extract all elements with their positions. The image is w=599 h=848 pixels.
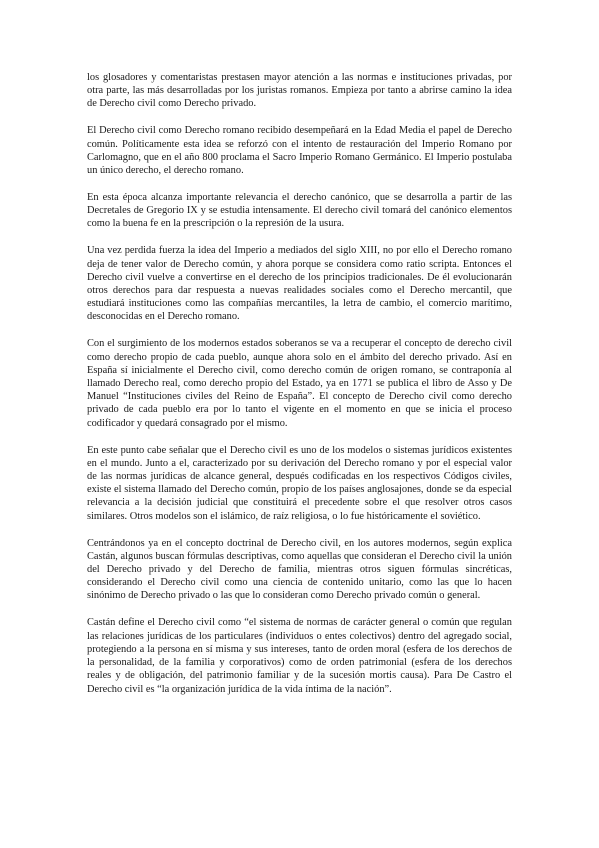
- paragraph-8: Castán define el Derecho civil como “el sistema de normas de carácter general o común que regulan las relaciones jurídicas de los particulares (individuos o entes colectivos) dentro del agregado social, protegiendo a la persona en sí misma y sus intereses, tanto de orden moral (esfera de los derechos de la personalidad, de la familia y corporativos) como de orden patrimonial (esfera de los derechos reales y de obligación, del patrimonio familiar y de la sucesión mortis causa). Para De Castro el Derecho civil es “la organización jurídica de la vida íntima de la nación”.: [87, 617, 512, 695]
- paragraph-7: Centrándonos ya en el concepto doctrinal de Derecho civil, en los autores modernos, según explica Castán, algunos buscan fórmulas descriptivas, como aquellas que consideran el Derecho civil la unión del Derecho privado y del Derecho de familia, mientras otros siguen fórmulas sincréticas, considerando el Derecho civil como una ciencia de contenido unitario, como las que lo hacen sinónimo de Derecho privado o las que lo consideran como Derecho privado común o general.: [87, 537, 512, 602]
- paragraph-6: En este punto cabe señalar que el Derecho civil es uno de los modelos o sistemas jurídicos existentes en el mundo. Junto a el, caracterizado por su derivación del Derecho romano y por el especial valor de las normas jurídicas de alcance general, después codificadas en los respectivos Códigos civiles, existe el sistema llamado del Derecho común, propio de los países anglosajones, donde se da especial relevancia a la decisión judicial que constituirá el precedente sobre el que resolver otros casos similares. Otros modelos son el islámico, de raíz religiosa, o lo fue históricamente el soviético.: [87, 444, 512, 522]
- paragraph-2: El Derecho civil como Derecho romano recibido desempeñará en la Edad Media el papel de Derecho común. Políticamente esta idea se reforzó con el intento de restauración del Imperio Romano por Carlomagno, que en el año 800 proclama el Sacro Imperio Romano Germánico. El Imperio postulaba un único derecho, el derecho romano.: [87, 125, 512, 177]
- document-body: [87, 71, 512, 710]
- paragraph-5: Con el surgimiento de los modernos estados soberanos se va a recuperar el concepto de derecho civil como derecho propio de cada pueblo, aunque ahora solo en el ámbito del derecho privado. Así en España sí inicialmente el Derecho civil, como derecho común de origen romano, se contraponía al llamado Derecho real, como derecho propio del Estado, ya en 1771 se publica el libro de Asso y De Manuel “Instituciones civiles del Reino de España”. El concepto de Derecho civil como derecho privado de cada pueblo era por lo tanto el vigente en el momento en que se inicia el proceso codificador y quedará consagrado por el mismo.: [87, 338, 512, 429]
- paragraph-3: En esta época alcanza importante relevancia el derecho canónico, que se desarrolla a partir de las Decretales de Gregorio IX y se estudia intensamente. El derecho civil tomará del canónico elementos como la buena fe en la prescripción o la represión de la usura.: [87, 192, 512, 230]
- paragraph-4: Una vez perdida fuerza la idea del Imperio a mediados del siglo XIII, no por ello el Derecho romano deja de tener valor de Derecho común, y ahora porque se considera como ratio scripta. Entonces el Derecho civil vuelve a convertirse en el derecho de los principios tradicionales. De él evolucionarán otros derechos para dar respuesta a nuevas realidades sociales como el Derecho mercantil, que estudiará instituciones como las compañías mercantiles, la letra de cambio, el comercio marítimo, desconocidas en el Derecho romano.: [87, 245, 512, 323]
- paragraph-1: los glosadores y comentaristas prestasen mayor atención a las normas e instituciones privadas, por otra parte, las más desarrolladas por los juristas romanos. Empieza por tanto a abrirse camino la idea de Derecho civil como Derecho privado.: [87, 72, 512, 110]
